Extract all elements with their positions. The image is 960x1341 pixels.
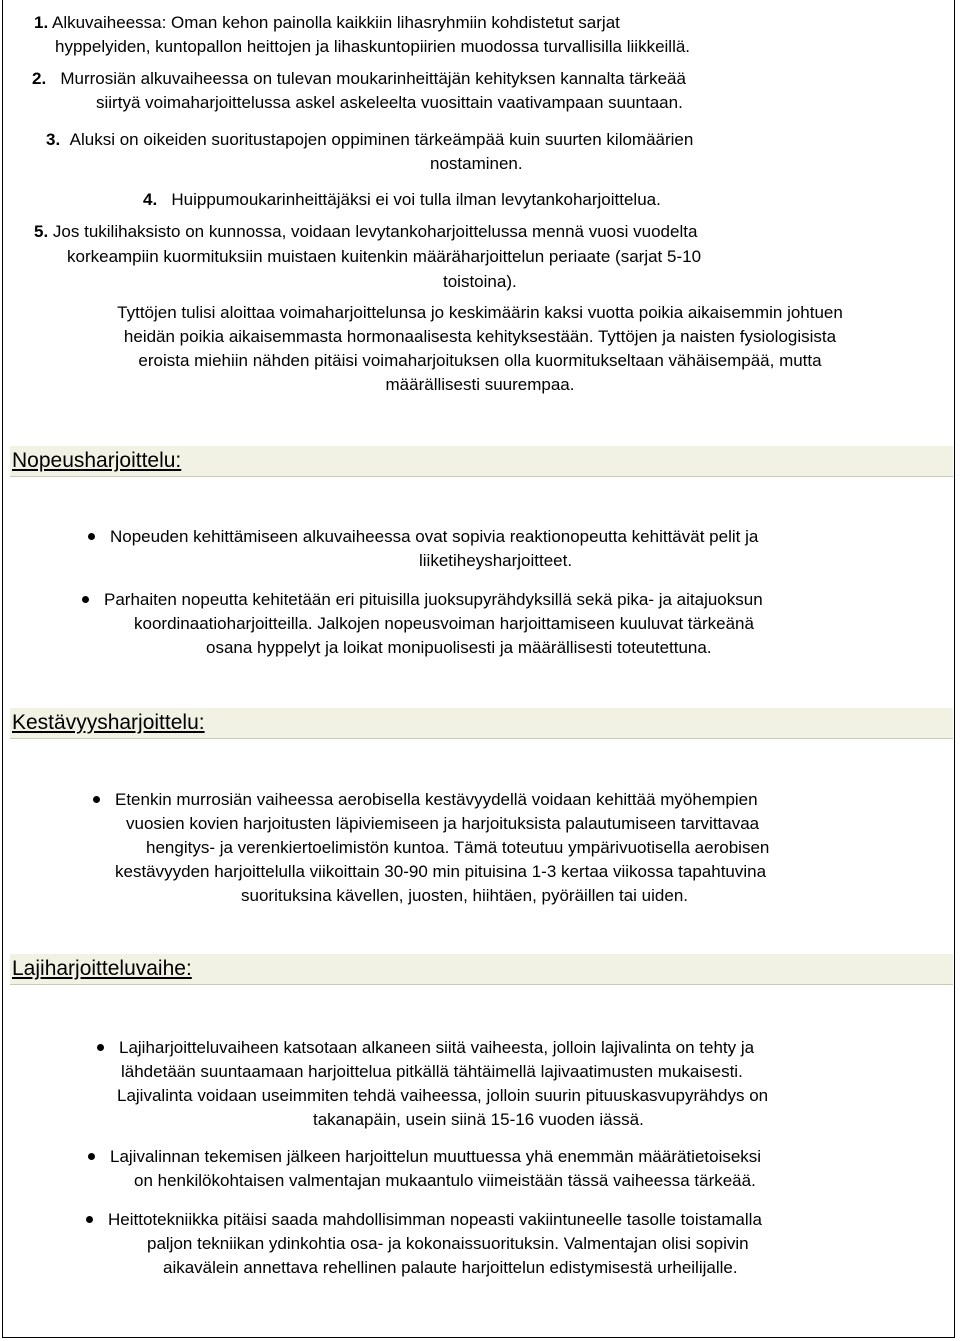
bullet-text: liiketiheysharjoitteet. <box>419 551 573 570</box>
section-heading-nopeus <box>10 446 953 477</box>
list-item-1-line-2: hyppelyiden, kuntopallon heittojen ja lihaskuntopiirien muodossa turvallisilla liikkeillä. <box>55 37 691 56</box>
bullet-text: lähdetään suuntaamaan harjoittelua pitkällä tähtäimellä lajivaatimusten mukaisesti. <box>121 1062 743 1081</box>
section-title: Nopeusharjoittelu: <box>12 449 182 472</box>
paragraph-line: heidän poikia aikaisemmasta hormonaalisesta kehityksestään. Tyttöjen ja naisten fysiologisista <box>123 327 837 346</box>
list-item-3: 3. Aluksi on oikeiden suoritustapojen oppiminen tärkeämpää kuin suurten kilomäärien <box>46 130 694 149</box>
bullet-icon <box>86 1216 93 1223</box>
bullet-text: Lajivalinta voidaan useimmiten tehdä vaiheessa, jolloin suurin pituuskasvupyrähdys on <box>117 1086 769 1105</box>
bullet-text: hengitys- ja verenkiertoelimistön kuntoa. Tämä toteutuu ympärivuotisella aerobisen <box>146 838 770 857</box>
list-item-4: 4. Huippumoukarinheittäjäksi ei voi tulla ilman levytankoharjoittelua. <box>143 190 661 209</box>
bullet-text: suorituksina kävellen, juosten, hiihtäen, pyöräillen tai uiden. <box>241 886 688 905</box>
bullet-text: Parhaiten nopeutta kehitetään eri pituisilla juoksupyrähdyksillä sekä pika- ja aitajuoksun <box>104 590 763 609</box>
section-heading-kestavyys <box>10 708 953 739</box>
bullet-text: vuosien kovien harjoitusten läpiviemiseen ja harjoituksista palautumiseen tarvittavaa <box>126 814 760 833</box>
bullet-text: Nopeuden kehittämiseen alkuvaiheessa ovat sopivia reaktionopeutta kehittävät pelit ja <box>110 527 759 546</box>
list-item-3-line-2: nostaminen. <box>430 154 523 173</box>
bullet-text: Lajivalinnan tekemisen jälkeen harjoittelun muuttuessa yhä enemmän määrätietoiseksi <box>110 1147 762 1166</box>
bullet-icon <box>97 1044 104 1051</box>
bullet-icon <box>82 596 89 603</box>
bullet-icon <box>93 796 100 803</box>
bullet-text: osana hyppelyt ja loikat monipuolisesti ja määrällisesti toteutettuna. <box>206 638 712 657</box>
section-heading-laji <box>10 954 953 985</box>
paragraph-line: määrällisesti suurempaa. <box>385 375 575 394</box>
bullet-text: kestävyyden harjoittelulla viikoittain 30-90 min pituisina 1-3 kertaa viikossa tapahtuvina <box>115 862 767 881</box>
bullet-text: Heittotekniikka pitäisi saada mahdollisimman nopeasti vakiintuneelle tasolle toistamalla <box>108 1210 762 1229</box>
list-item-1: 1. Alkuvaiheessa: Oman kehon painolla kaikkiin lihasryhmiin kohdistetut sarjat <box>34 13 620 32</box>
paragraph-line: Tyttöjen tulisi aloittaa voimaharjoittelunsa jo keskimäärin kaksi vuotta poikia aikaisemmin johtuen <box>117 303 843 322</box>
list-item-2-line-2: siirtyä voimaharjoittelussa askel askeleelta vuosittain vaativampaan suuntaan. <box>96 93 683 112</box>
list-item-2: 2. Murrosiän alkuvaiheessa on tulevan moukarinheittäjän kehityksen kannalta tärkeää <box>32 69 686 88</box>
bullet-text: koordinaatioharjoitteilla. Jalkojen nopeusvoiman harjoittamiseen kuuluvat tärkeänä <box>134 614 754 633</box>
bullet-text: aikavälein annettava rehellinen palaute harjoittelun edistymisestä urheilijalle. <box>163 1258 738 1277</box>
bullet-text: takanapäin, usein siinä 15-16 vuoden iässä. <box>313 1110 644 1129</box>
list-item-5: 5. Jos tukilihaksisto on kunnossa, voidaan levytankoharjoittelussa mennä vuosi vuodelta <box>34 222 698 241</box>
list-item-5-line-2: korkeampiin kuormituksiin muistaen kuitenkin määräharjoittelun periaate (sarjat 5-10 <box>67 247 702 266</box>
bullet-text: Lajiharjoitteluvaiheen katsotaan alkaneen siitä vaiheesta, jolloin lajivalinta on tehty ja <box>119 1038 755 1057</box>
section-title: Lajiharjoitteluvaihe: <box>12 957 192 980</box>
list-item-5-line-3: toistoina). <box>443 272 517 291</box>
bullet-icon <box>88 1153 95 1160</box>
section-title: Kestävyysharjoittelu: <box>12 711 205 734</box>
bullet-text: Etenkin murrosiän vaiheessa aerobisella kestävyydellä voidaan kehittää myöhempien <box>115 790 758 809</box>
bullet-text: on henkilökohtaisen valmentajan mukaantulo viimeistään tässä vaiheessa tärkeää. <box>134 1171 756 1190</box>
bullet-icon <box>88 533 95 540</box>
bullet-text: paljon tekniikan ydinkohtia osa- ja kokonaissuorituksin. Valmentajan olisi sopivin <box>147 1234 749 1253</box>
paragraph-line: eroista miehiin nähden pitäisi voimaharjoituksen olla kuormitukseltaan vähäisempää, mutta <box>138 351 822 370</box>
